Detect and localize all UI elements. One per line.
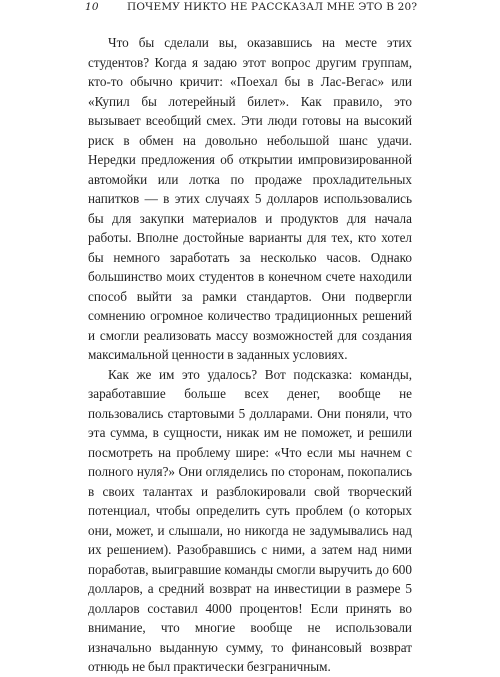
paragraph-2: Как же им это удалось? Вот подсказка: команды, заработавшие больше всех денег, вообще не пользовались стартовыми 5 долларами. Они поняли, что эта сумма, в сущности, никак им не поможет, и решили посмотреть на проблему шире: «Что если мы начнем с полного нуля?» Они огляделись по сторонам, покопались в своих талантах и разблокировали свой творческий потенциал, чтобы определить суть проблем (о которых они, может, и слышали, но никогда не задумывались над их решением). Разобравшись с ними, а затем над ними поработав, выигравшие команды смогли выручить до 600 долларов, а средний возврат на инвестиции в размере 5 долларов составил 4000 процентов! Если принять во внимание, что многие вообще не использовали изначально выданную сумму, то финансовый возврат отнюдь не был практически безграничным.	[88, 366, 412, 674]
running-title: ПОЧЕМУ НИКТО НЕ РАССКАЗАЛ МНЕ ЭТО В 20?	[127, 1, 418, 13]
body-text	[88, 33, 412, 677]
page-number: 10	[85, 1, 99, 13]
running-head	[85, 0, 418, 16]
paragraph-1: Что бы сделали вы, оказавшись на месте этих студентов? Когда я задаю этот вопрос другим группам, кто-то обычно кричит: «Поехал бы в Лас-Вегас» или «Купил бы лотерейный билет». Как правило, это вызывает всеобщий смех. Эти люди готовы на высокий риск в обмен на довольно небольшой шанс удачи. Нередки предложения об открытии импровизированной автомойки или лотка по продаже прохладительных напитков — в этих случаях 5 долларов использовались бы для закупки материалов и продуктов для начала работы. Вполне достойные варианты для тех, кто хотел бы немного заработать за несколько часов. Однако большинство моих студентов в конечном счете находили способ выйти за рамки стандартов. Они подвергли сомнению огромное количество традиционных решений и смогли реализовать массу возможностей для создания максимальной ценности в заданных условиях.	[88, 35, 412, 362]
